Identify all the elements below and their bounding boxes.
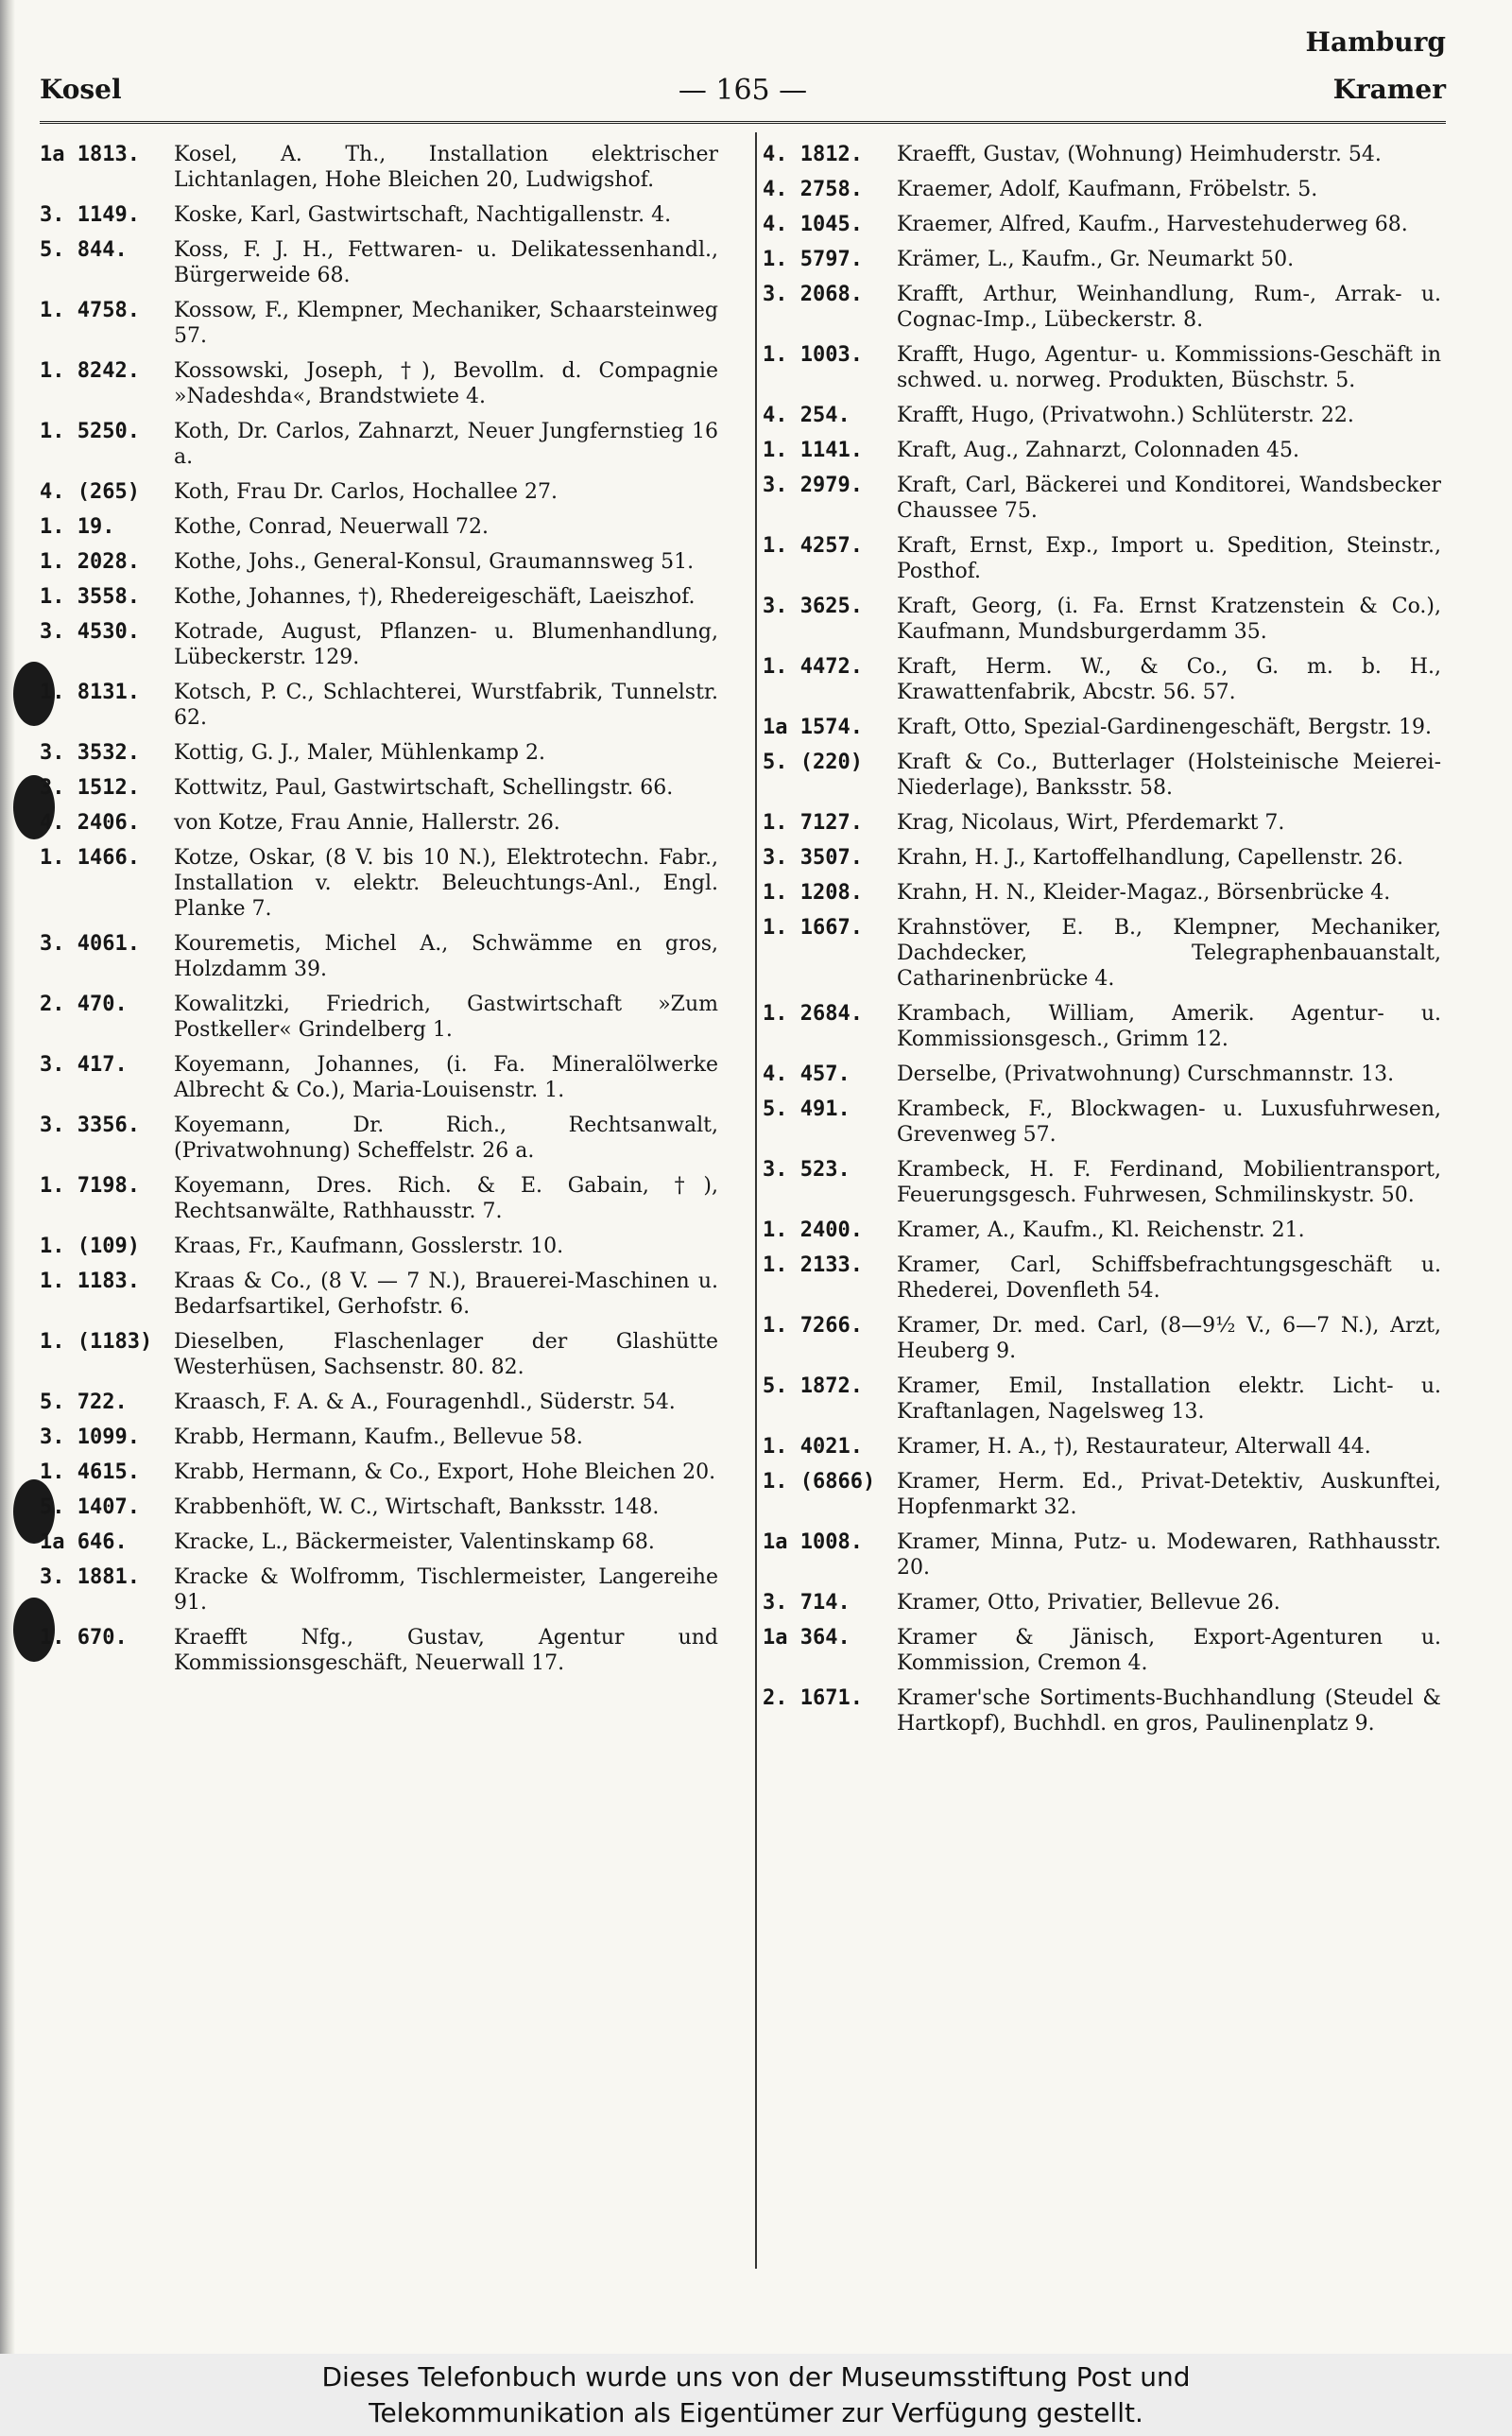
phone-number: 1a 364. [763, 1626, 850, 1650]
entry-text: Kraft, Aug., Zahnarzt, Colonnaden 45. [897, 439, 1300, 462]
directory-entry [40, 1113, 718, 1164]
entry-text: Koth, Dr. Carlos, Zahnarzt, Neuer Jungfernstieg 16 a. [174, 420, 718, 469]
ownership-footer [0, 2354, 1512, 2436]
directory-entry [763, 1097, 1441, 1148]
phone-number: 1. 1003. [763, 343, 863, 367]
entry-text: Kraft, Georg, (i. Fa. Ernst Kratzenstein & Co.), Kaufmann, Mundsburgerdamm 35. [897, 595, 1441, 644]
phone-number: 2. 470. [40, 993, 128, 1016]
phone-number: 1. 3558. [40, 585, 140, 609]
directory-entry [40, 1625, 718, 1676]
phone-number: 3. 3532. [40, 741, 140, 765]
phone-number: 1a 1008. [763, 1530, 863, 1554]
entry-text: Kotrade, August, Pflanzen- u. Blumenhandlung, Lübeckerstr. 129. [174, 620, 718, 669]
phone-number: 3. 1881. [40, 1565, 140, 1589]
entry-text: Derselbe, (Privatwohnung) Curschmannstr. 13. [897, 1063, 1395, 1086]
entry-text: Kraft, Ernst, Exp., Import u. Spedition, Steinstr., Posthof. [897, 534, 1441, 583]
directory-entry [40, 1329, 718, 1380]
directory-entry [763, 473, 1441, 524]
directory-entry [763, 1157, 1441, 1208]
entry-text: von Kotze, Frau Annie, Hallerstr. 26. [174, 811, 560, 835]
directory-entry [40, 1173, 718, 1224]
entry-text: Kramer, Emil, Installation elektr. Licht- u. Kraftanlagen, Nagelsweg 13. [897, 1374, 1441, 1424]
entry-text: Kraft & Co., Butterlager (Holsteinische Meierei-Niederlage), Banksstr. 58. [897, 751, 1441, 800]
header-city: Hamburg [1305, 26, 1446, 58]
directory-entry [763, 1625, 1441, 1676]
entry-text: Krabbenhöft, W. C., Wirtschaft, Banksstr. 148. [174, 1495, 660, 1519]
phone-number: 3. 714. [763, 1591, 850, 1615]
directory-entry [763, 915, 1441, 992]
phone-number: 5. 1872. [763, 1374, 863, 1398]
entry-text: Koss, F. J. H., Fettwaren- u. Delikatessenhandl., Bürgerweide 68. [174, 238, 718, 287]
phone-number: 1. (1183) [40, 1330, 153, 1354]
directory-entry [763, 1313, 1441, 1364]
footer-line-2: Telekommunikation als Eigentümer zur Verfügung gestellt. [369, 2397, 1143, 2428]
entry-text: Kramer'sche Sortiments-Buchhandlung (Steudel & Hartkopf), Buchhdl. en gros, Paulinenplatz 9. [897, 1686, 1441, 1736]
directory-entry [40, 1390, 718, 1415]
page-binding [0, 0, 15, 2354]
directory-entry [763, 282, 1441, 333]
entry-text: Kraas, Fr., Kaufmann, Gosslerstr. 10. [174, 1235, 564, 1258]
phone-number: 1. 1183. [40, 1270, 140, 1293]
entry-text: Kraefft Nfg., Gustav, Agentur und Kommissionsgeschäft, Neuerwall 17. [174, 1626, 718, 1675]
entry-text: Kracke & Wolfromm, Tischlermeister, Langereihe 91. [174, 1565, 718, 1615]
directory-entry [763, 845, 1441, 871]
phone-number: 1a 1574. [763, 716, 863, 739]
directory-entry [763, 212, 1441, 237]
directory-entry [763, 438, 1441, 463]
directory-entry [40, 202, 718, 228]
directory-entry [40, 1234, 718, 1259]
directory-entry [763, 1062, 1441, 1087]
phone-number: 1. 7198. [40, 1174, 140, 1198]
directory-entry [763, 654, 1441, 705]
entry-text: Koske, Karl, Gastwirtschaft, Nachtigallenstr. 4. [174, 203, 672, 227]
entry-text: Krahnstöver, E. B., Klempner, Mechaniker, Dachdecker, Telegraphenbauanstalt, Catharinenbrücke 4. [897, 916, 1441, 991]
entry-text: Krambeck, H. F. Ferdinand, Mobilientransport, Feuerungsgesch. Fuhrwesen, Schmilinskystr. 50. [897, 1158, 1441, 1207]
directory-entry [763, 1469, 1441, 1520]
entry-text: Kraft, Herm. W., & Co., G. m. b. H., Krawattenfabrik, Abcstr. 56. 57. [897, 655, 1441, 704]
entry-text: Kothe, Johannes, †), Rhedereigeschäft, Laeiszhof. [174, 585, 696, 609]
footer-line-1: Dieses Telefonbuch wurde uns von der Museumsstiftung Post und [321, 2361, 1191, 2393]
entry-text: Kramer, Minna, Putz- u. Modewaren, Rathhausstr. 20. [897, 1530, 1441, 1580]
right-column [763, 142, 1441, 1746]
entry-text: Koyemann, Dr. Rich., Rechtsanwalt, (Privatwohnung) Scheffelstr. 26 a. [174, 1114, 718, 1163]
entry-text: Krämer, L., Kaufm., Gr. Neumarkt 50. [897, 248, 1295, 271]
phone-number: 1. (109) [40, 1235, 140, 1258]
phone-number: 5. 491. [763, 1097, 850, 1121]
entry-text: Kottig, G. J., Maler, Mühlenkamp 2. [174, 741, 545, 765]
entry-text: Kouremetis, Michel A., Schwämme en gros, Holzdamm 39. [174, 932, 718, 981]
directory-entry [40, 1052, 718, 1103]
page-header [40, 74, 1446, 112]
directory-entry [763, 142, 1441, 167]
entry-text: Koth, Frau Dr. Carlos, Hochallee 27. [174, 480, 558, 504]
entry-text: Krabb, Hermann, & Co., Export, Hohe Bleichen 20. [174, 1460, 716, 1484]
phone-number: 1. 2684. [763, 1002, 863, 1026]
header-first-name: Kosel [40, 74, 122, 105]
phone-number: 5. 844. [40, 238, 128, 262]
phone-number: 4. 2758. [763, 178, 863, 201]
phone-number: 1. 19. [40, 515, 115, 539]
directory-entry [40, 549, 718, 575]
directory-entry [763, 1218, 1441, 1243]
phone-number: 3. 1512. [40, 776, 140, 800]
phone-number: 3. 3356. [40, 1114, 140, 1137]
phone-number: 3. 2979. [763, 474, 863, 497]
directory-entry [763, 533, 1441, 584]
directory-entry [763, 594, 1441, 645]
phone-number: 1. 8131. [40, 681, 140, 704]
entry-text: Kraasch, F. A. & A., Fouragenhdl., Süderstr. 54. [174, 1391, 676, 1414]
directory-entry [40, 1460, 718, 1485]
entry-text: Kraas & Co., (8 V. — 7 N.), Brauerei-Maschinen u. Bedarfsartikel, Gerhofstr. 6. [174, 1270, 718, 1319]
phone-number: 1. 2028. [40, 550, 140, 574]
entry-text: Kraft, Carl, Bäckerei und Konditorei, Wandsbecker Chaussee 75. [897, 474, 1441, 523]
entry-text: Kramer, Dr. med. Carl, (8—9½ V., 6—7 N.), Arzt, Heuberg 9. [897, 1314, 1441, 1363]
entry-text: Krafft, Hugo, Agentur- u. Kommissions-Geschäft in schwed. u. norweg. Produkten, Büschstr. 5. [897, 343, 1441, 392]
entry-text: Kramer, A., Kaufm., Kl. Reichenstr. 21. [897, 1218, 1305, 1242]
phone-number: 4. 457. [763, 1063, 850, 1086]
phone-number: 1. 5797. [763, 248, 863, 271]
phone-number: 4. 2406. [40, 811, 140, 835]
phone-number: 1. 670. [40, 1626, 128, 1650]
directory-entry [40, 810, 718, 836]
phone-number: 1a 646. [40, 1530, 128, 1554]
entry-text: Kossow, F., Klempner, Mechaniker, Schaarsteinweg 57. [174, 299, 718, 348]
entry-text: Krabb, Hermann, Kaufm., Bellevue 58. [174, 1425, 583, 1449]
directory-entry [40, 931, 718, 982]
phone-number: 1. 1208. [763, 881, 863, 905]
entry-text: Kosel, A. Th., Installation elektrischer Lichtanlagen, Hohe Bleichen 20, Ludwigshof. [174, 143, 718, 192]
entry-text: Krambach, William, Amerik. Agentur- u. Kommissionsgesch., Grimm 12. [897, 1002, 1441, 1051]
phone-number: 1. 4472. [763, 655, 863, 679]
header-rule [40, 121, 1446, 124]
phone-number: 1. 4615. [40, 1460, 140, 1484]
directory-entry [763, 810, 1441, 836]
directory-entry [40, 237, 718, 288]
phone-number: 4. 254. [763, 404, 850, 427]
phone-number: 5. 722. [40, 1391, 128, 1414]
directory-entry [40, 1269, 718, 1320]
directory-entry [40, 514, 718, 540]
entry-text: Kotze, Oskar, (8 V. bis 10 N.), Elektrotechn. Fabr., Installation v. elektr. Beleuchtungs-Anl., Engl. Planke 7. [174, 846, 718, 921]
phone-number: 3. 4061. [40, 932, 140, 956]
directory-entry [40, 992, 718, 1043]
entry-text: Kothe, Johs., General-Konsul, Graumannsweg 51. [174, 550, 695, 574]
directory-entry [40, 740, 718, 766]
directory-entry [40, 479, 718, 505]
phone-number: 3. 1099. [40, 1425, 140, 1449]
phone-number: 1. 7127. [763, 811, 863, 835]
phone-number: 1. 1141. [763, 439, 863, 462]
directory-entry [40, 845, 718, 922]
header-last-name: Kramer [1332, 74, 1446, 105]
phone-number: 1. 5250. [40, 420, 140, 443]
entry-text: Kramer, Carl, Schiffsbefrachtungsgeschäft u. Rhederei, Dovenfleth 54. [897, 1253, 1441, 1303]
phone-number: 1a 1813. [40, 143, 140, 166]
entry-text: Kraefft, Gustav, (Wohnung) Heimhuderstr. 54. [897, 143, 1382, 166]
phone-number: 3. 523. [763, 1158, 850, 1182]
phone-number: 3. 4530. [40, 620, 140, 644]
phone-number: 1. (6866) [763, 1470, 876, 1494]
directory-entry [763, 1001, 1441, 1052]
directory-entry [40, 1494, 718, 1520]
directory-entry [40, 584, 718, 610]
column-divider [755, 132, 757, 2269]
phone-number: 1. 1667. [763, 916, 863, 940]
directory-entry [763, 247, 1441, 272]
left-column [40, 142, 718, 1685]
phone-number: 1. 1466. [40, 846, 140, 870]
directory-entry [763, 403, 1441, 428]
directory-entry [763, 1434, 1441, 1460]
directory-entry [763, 1590, 1441, 1615]
directory-entry [40, 298, 718, 349]
phone-number: 4. 1812. [763, 143, 863, 166]
entry-text: Kramer, Herm. Ed., Privat-Detektiv, Auskunftei, Hopfenmarkt 32. [897, 1470, 1441, 1519]
directory-entry [40, 1425, 718, 1450]
entry-text: Krafft, Hugo, (Privatwohn.) Schlüterstr. 22. [897, 404, 1354, 427]
phone-number: 5. (220) [763, 751, 863, 774]
entry-text: Krag, Nicolaus, Wirt, Pferdemarkt 7. [897, 811, 1285, 835]
entry-text: Koyemann, Johannes, (i. Fa. Mineralölwerke Albrecht & Co.), Maria-Louisenstr. 1. [174, 1053, 718, 1102]
directory-entry [763, 342, 1441, 393]
entry-text: Kowalitzki, Friedrich, Gastwirtschaft »Zum Postkeller« Grindelberg 1. [174, 993, 718, 1042]
entry-text: Kothe, Conrad, Neuerwall 72. [174, 515, 490, 539]
phone-number: 4. 1045. [763, 213, 863, 236]
directory-entry [40, 680, 718, 731]
entry-text: Kraemer, Alfred, Kaufm., Harvestehuderweg 68. [897, 213, 1408, 236]
directory-entry [40, 619, 718, 670]
directory-entry [763, 715, 1441, 740]
phone-number: 3. 3507. [763, 846, 863, 870]
directory-entry [40, 1529, 718, 1555]
phone-number: 1. 2400. [763, 1218, 863, 1242]
entry-text: Kottwitz, Paul, Gastwirtschaft, Schellingstr. 66. [174, 776, 674, 800]
entry-text: Kramer & Jänisch, Export-Agenturen u. Kommission, Cremon 4. [897, 1626, 1441, 1675]
directory-entry [763, 880, 1441, 906]
entry-text: Kramer, Otto, Privatier, Bellevue 26. [897, 1591, 1280, 1615]
phone-number: 3. 1149. [40, 203, 140, 227]
directory-entry [40, 358, 718, 409]
phone-number: 1. 4758. [40, 299, 140, 322]
entry-text: Koyemann, Dres. Rich. & E. Gabain, †), Rechtsanwälte, Rathhausstr. 7. [174, 1174, 718, 1223]
directory-entry [763, 177, 1441, 202]
phone-number: 1. 7266. [763, 1314, 863, 1338]
entry-text: Krahn, H. N., Kleider-Magaz., Börsenbrücke 4. [897, 881, 1391, 905]
entry-text: Kracke, L., Bäckermeister, Valentinskamp 68. [174, 1530, 655, 1554]
directory-entry [763, 1253, 1441, 1304]
directory-entry [763, 750, 1441, 801]
entry-text: Krahn, H. J., Kartoffelhandlung, Capellenstr. 26. [897, 846, 1403, 870]
phone-number: 5. 1407. [40, 1495, 140, 1519]
directory-entry [40, 775, 718, 801]
phone-number: 3. 417. [40, 1053, 128, 1077]
directory-entry [763, 1685, 1441, 1736]
entry-text: Kotsch, P. C., Schlachterei, Wurstfabrik, Tunnelstr. 62. [174, 681, 718, 730]
phone-number: 2. 1671. [763, 1686, 863, 1710]
entry-text: Dieselben, Flaschenlager der Glashütte Westerhüsen, Sachsenstr. 80. 82. [174, 1330, 718, 1379]
entry-text: Krafft, Arthur, Weinhandlung, Rum-, Arrak- u. Cognac-Imp., Lübeckerstr. 8. [897, 283, 1441, 332]
directory-entry [763, 1529, 1441, 1581]
phone-number: 3. 2068. [763, 283, 863, 306]
phone-number: 1. 8242. [40, 359, 140, 383]
directory-entry [40, 419, 718, 470]
phone-number: 1. 4021. [763, 1435, 863, 1459]
entry-text: Kraft, Otto, Spezial-Gardinengeschäft, Bergstr. 19. [897, 716, 1433, 739]
directory-entry [40, 142, 718, 193]
directory-entry [40, 1564, 718, 1615]
entry-text: Kramer, H. A., †), Restaurateur, Alterwall 44. [897, 1435, 1371, 1459]
phone-number: 4. (265) [40, 480, 140, 504]
phone-number: 1. 2133. [763, 1253, 863, 1277]
page-number: — 165 — [678, 74, 808, 107]
entry-text: Kraemer, Adolf, Kaufmann, Fröbelstr. 5. [897, 178, 1318, 201]
phone-number: 3. 3625. [763, 595, 863, 618]
entry-text: Krambeck, F., Blockwagen- u. Luxusfuhrwesen, Grevenweg 57. [897, 1097, 1441, 1147]
directory-entry [763, 1373, 1441, 1425]
phone-number: 1. 4257. [763, 534, 863, 558]
entry-text: Kossowski, Joseph, †), Bevollm. d. Compagnie »Nadeshda«, Brandstwiete 4. [174, 359, 718, 408]
